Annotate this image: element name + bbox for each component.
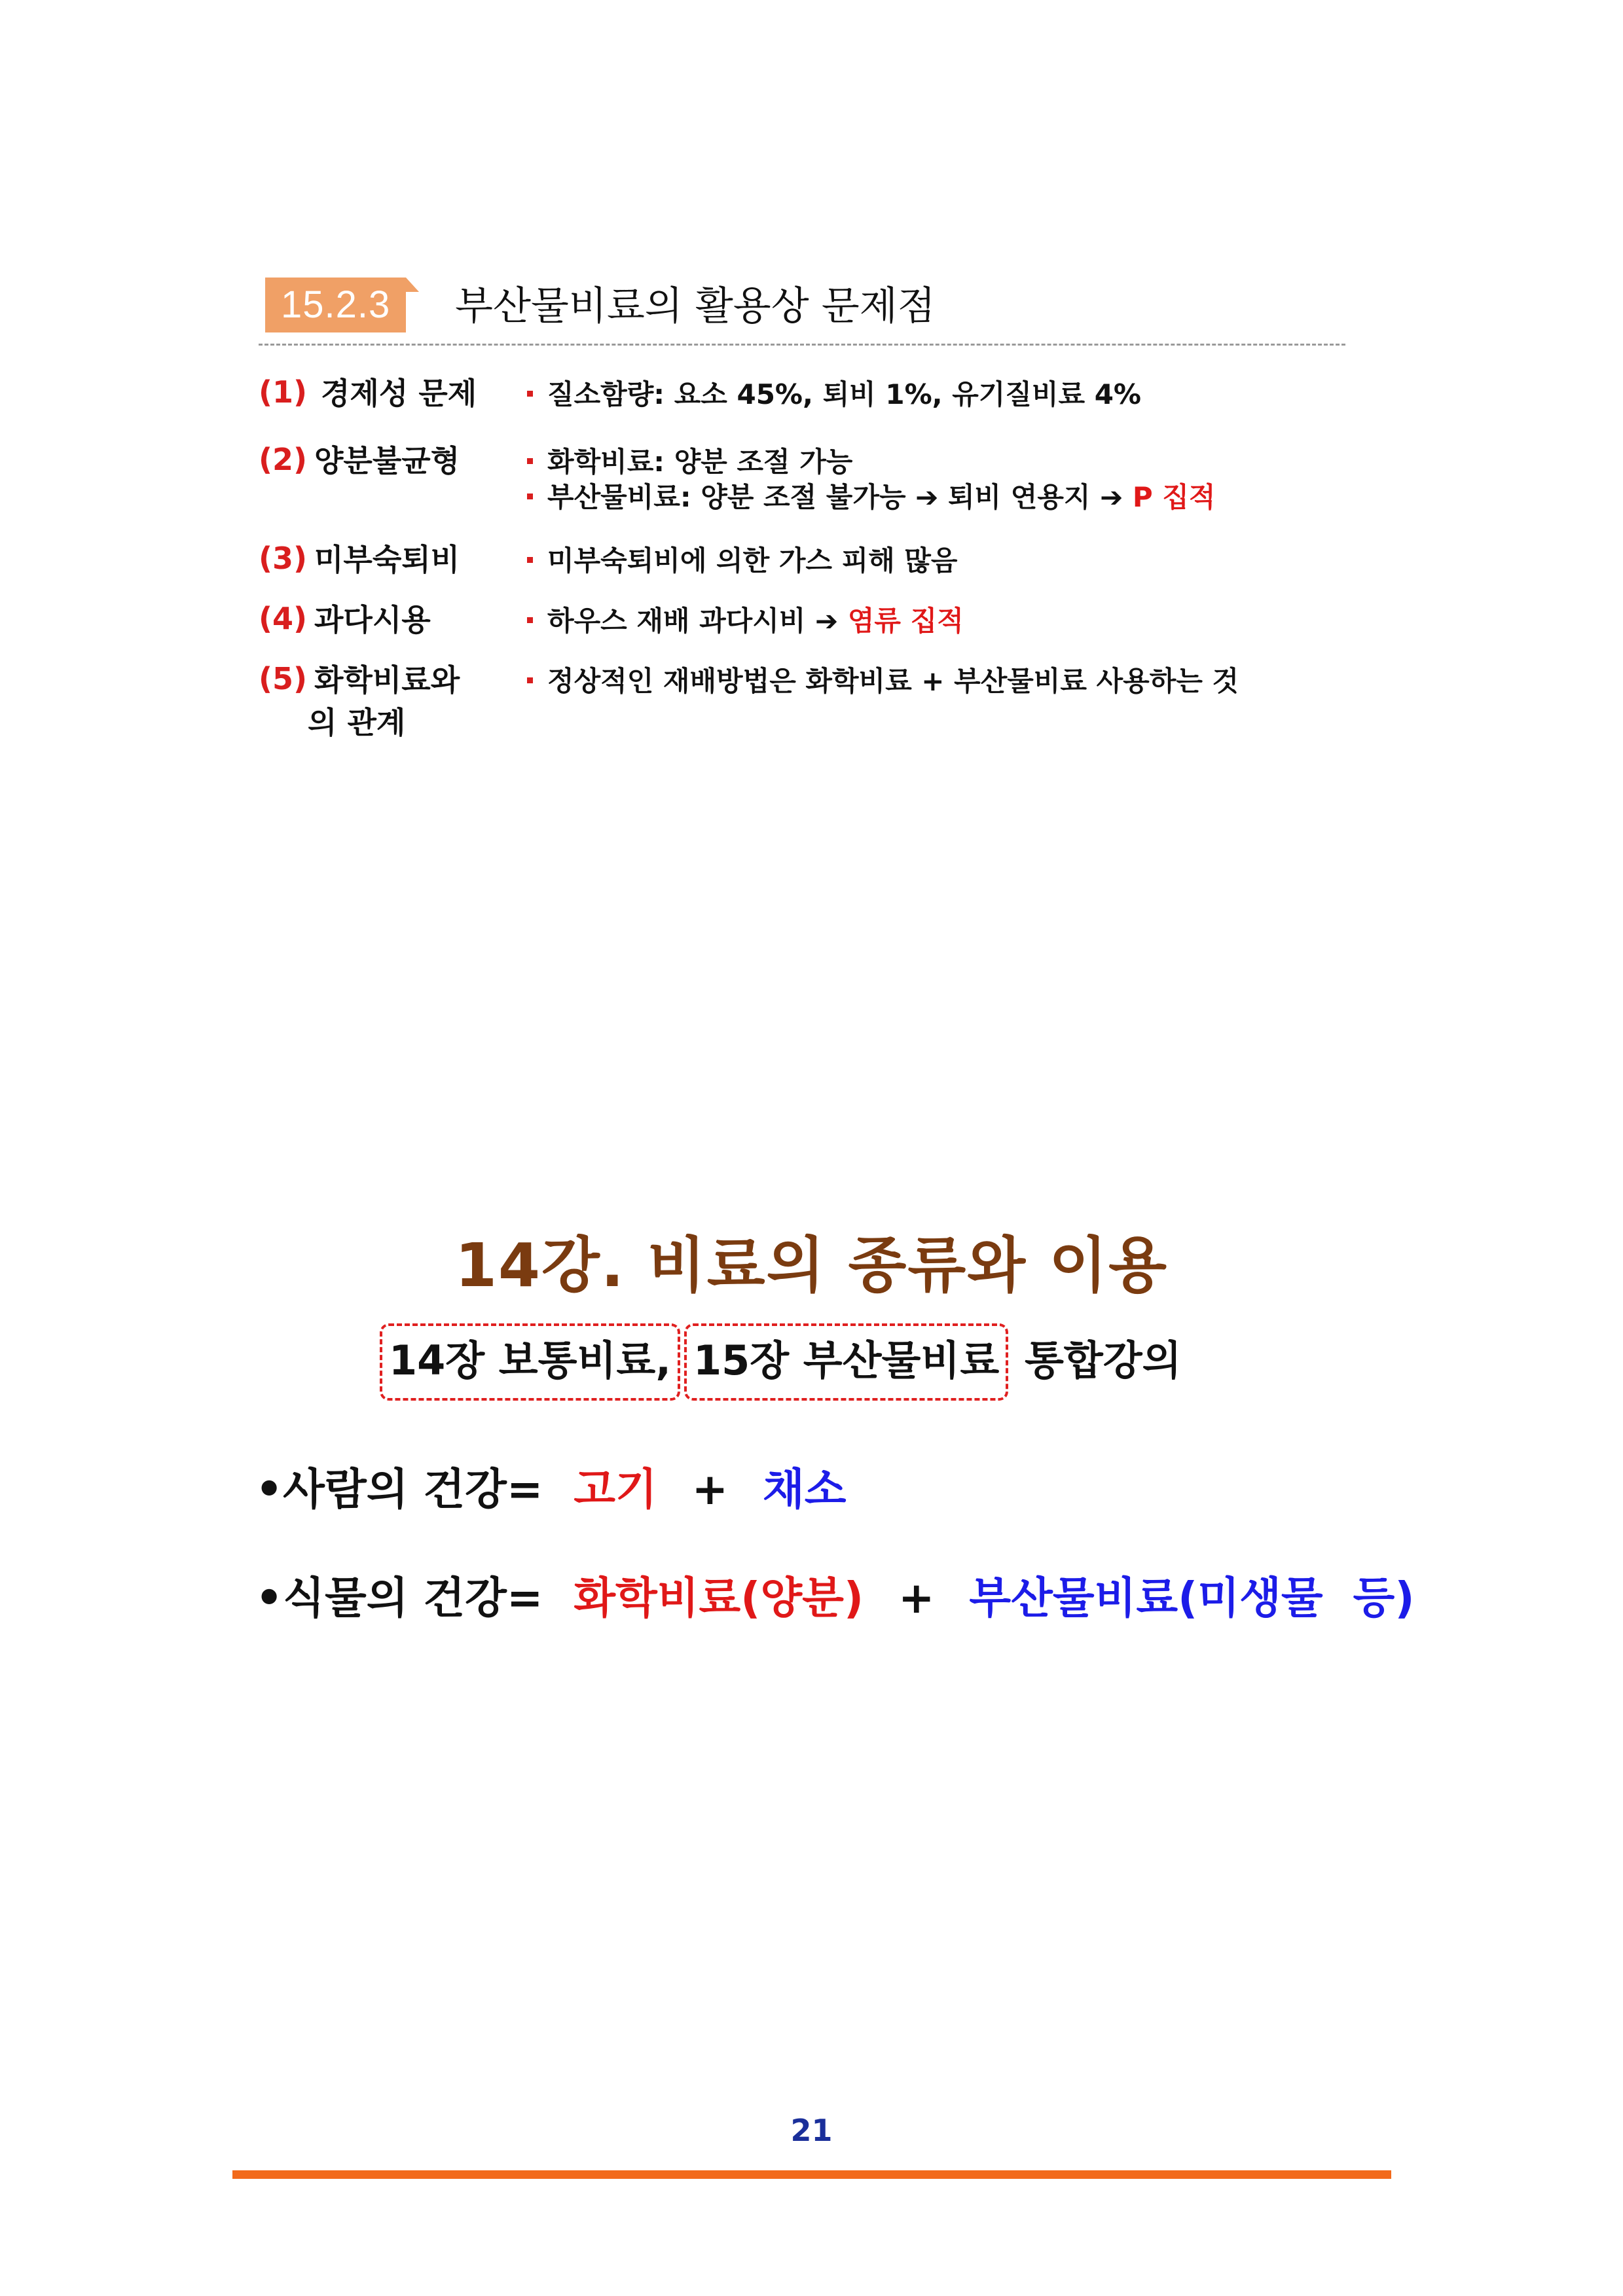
arrow-right-icon: ➔ bbox=[915, 481, 939, 513]
section-title: 부산물비료의 활용상 문제점 bbox=[455, 283, 936, 329]
integration-label: 통합강의 bbox=[1025, 1336, 1182, 1384]
problem-item: 정상적인 재배방법은 화학비료 + 부산물비료 사용하는 것 bbox=[527, 664, 1239, 699]
problem-item: 질소함량: 요소 45%, 퇴비 1%, 유기질비료 4% bbox=[527, 377, 1141, 412]
highlight-text: P 집적 bbox=[1132, 481, 1216, 513]
meat-text: 고기 bbox=[574, 1464, 657, 1515]
chapter15-box: 15장 부산물비료 bbox=[684, 1323, 1008, 1401]
vegetable-text: 채소 bbox=[763, 1464, 847, 1515]
section-header bbox=[259, 268, 1345, 346]
human-health-line: •사람의 건강= 고기 + 채소 bbox=[255, 1464, 847, 1515]
problem-label: 미부숙퇴비 bbox=[314, 542, 460, 577]
problem-items bbox=[527, 543, 958, 579]
byproduct-fertilizer-text: 부산물비료(미생물 등) bbox=[969, 1573, 1415, 1623]
problem-label: 과다시용 bbox=[314, 602, 431, 637]
chapter14-box: 14장 보통비료, bbox=[380, 1323, 680, 1401]
problem-number: (3) bbox=[259, 541, 308, 576]
problem-label-cont: 의 관계 bbox=[308, 705, 406, 740]
plant-health-line: •식물의 건강= 화학비료(양분) + 부산물비료(미생물 등) bbox=[255, 1573, 1415, 1623]
problem-items bbox=[527, 603, 964, 639]
section-number-badge: 15.2.3 bbox=[265, 278, 406, 332]
problem-items bbox=[527, 377, 1141, 412]
bullet-icon bbox=[527, 617, 533, 623]
problem-number: (1) bbox=[259, 374, 308, 410]
chemical-fertilizer-text: 화학비료(양분) bbox=[574, 1573, 864, 1623]
problem-number: (2) bbox=[259, 442, 308, 477]
problem-item: 화학비료: 양분 조절 가능 bbox=[527, 444, 1215, 480]
problem-number: (4) bbox=[259, 601, 308, 636]
problem-items bbox=[527, 664, 1239, 699]
footer-divider bbox=[232, 2170, 1391, 2179]
page-number: 21 bbox=[790, 2113, 833, 2148]
highlight-text: 염류 집적 bbox=[847, 605, 964, 637]
bullet-icon bbox=[527, 677, 533, 683]
problem-number: (5) bbox=[259, 661, 308, 696]
problem-label: 화학비료와 bbox=[314, 662, 460, 698]
problem-item: 부산물비료: 양분 조절 불가능 ➔ 퇴비 연용지 ➔ P 집적 bbox=[527, 480, 1215, 515]
arrow-right-icon: ➔ bbox=[815, 605, 839, 637]
problem-label: 경제성 문제 bbox=[321, 376, 477, 411]
problem-items bbox=[527, 444, 1215, 515]
bullet-icon bbox=[527, 391, 533, 397]
problem-item: 미부숙퇴비에 의한 가스 피해 많음 bbox=[527, 543, 958, 579]
problem-label: 양분불균형 bbox=[314, 443, 460, 478]
bullet-icon bbox=[527, 493, 533, 499]
lecture-title: 14강. 비료의 종류와 이용 bbox=[455, 1230, 1168, 1300]
problem-item: 하우스 재배 과다시비 ➔ 염류 집적 bbox=[527, 603, 964, 639]
arrow-right-icon: ➔ bbox=[1100, 481, 1123, 513]
bullet-icon bbox=[527, 557, 533, 563]
bullet-icon bbox=[527, 458, 533, 464]
